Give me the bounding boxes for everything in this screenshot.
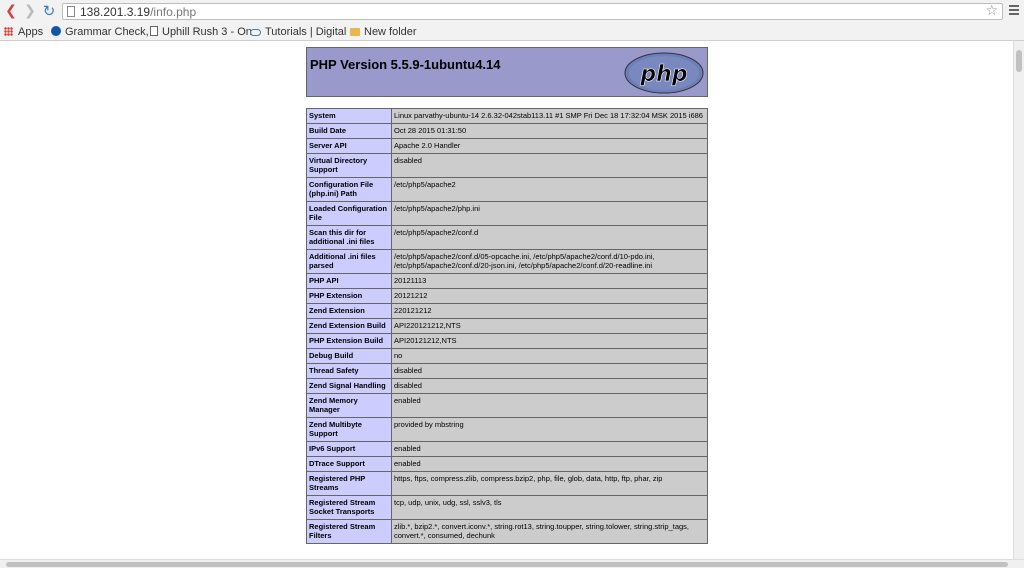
phpinfo-table [306, 108, 708, 544]
table-row [307, 472, 708, 496]
back-arrow-icon[interactable]: ❮ [5, 3, 17, 19]
row-label: Zend Multibyte Support [307, 418, 392, 442]
reload-icon[interactable]: ↻ [42, 2, 56, 20]
row-label: Scan this dir for additional .ini files [307, 226, 392, 250]
row-value: Apache 2.0 Handler [392, 139, 708, 154]
row-label: Zend Memory Manager [307, 394, 392, 418]
bookmark-star-icon[interactable]: ☆ [985, 3, 998, 19]
row-label: Virtual Directory Support [307, 154, 392, 178]
table-row [307, 319, 708, 334]
row-value: /etc/php5/apache2/conf.d/05-opcache.ini, /etc/php5/apache2/conf.d/10-pdo.ini, /etc/php5/apache2/conf.d/20-json.ini, /etc/php5/apache2/conf.d/20-readline.ini [392, 250, 708, 274]
horizontal-scroll-thumb[interactable] [6, 562, 1008, 567]
row-value: https, ftps, compress.zlib, compress.bzip2, php, file, glob, data, http, ftp, phar, zip [392, 472, 708, 496]
row-value: enabled [392, 457, 708, 472]
row-value: tcp, udp, unix, udg, ssl, sslv3, tls [392, 496, 708, 520]
row-value: 220121212 [392, 304, 708, 319]
row-label: Zend Extension Build [307, 319, 392, 334]
table-row [307, 349, 708, 364]
table-row [307, 124, 708, 139]
table-row [307, 226, 708, 250]
address-bar[interactable] [62, 3, 1003, 20]
cloud-icon [250, 29, 261, 36]
bookmarks-bar [0, 24, 1024, 41]
row-label: DTrace Support [307, 457, 392, 472]
table-row [307, 457, 708, 472]
row-value: 20121113 [392, 274, 708, 289]
row-label: PHP Extension [307, 289, 392, 304]
table-row [307, 202, 708, 226]
row-label: PHP API [307, 274, 392, 289]
url-host: 138.201.3.19 [80, 5, 151, 19]
vertical-scroll-thumb[interactable] [1016, 50, 1022, 72]
table-row [307, 520, 708, 544]
row-label: Configuration File (php.ini) Path [307, 178, 392, 202]
row-value: disabled [392, 364, 708, 379]
row-label: Additional .ini files parsed [307, 250, 392, 274]
table-row [307, 496, 708, 520]
table-row [307, 154, 708, 178]
row-value: enabled [392, 442, 708, 457]
phpinfo-header [306, 47, 708, 97]
horizontal-scrollbar[interactable] [0, 559, 1024, 568]
url-text[interactable] [80, 4, 196, 20]
row-value: Oct 28 2015 01:31:50 [392, 124, 708, 139]
bookmark-label: Grammar Check, [65, 26, 149, 38]
row-label: Registered Stream Filters [307, 520, 392, 544]
table-row [307, 139, 708, 154]
bookmark-tutorials[interactable] [250, 25, 347, 39]
row-value: disabled [392, 379, 708, 394]
bookmark-label: Tutorials | Digital [265, 26, 347, 38]
row-value: /etc/php5/apache2/conf.d [392, 226, 708, 250]
row-label: Zend Extension [307, 304, 392, 319]
apps-grid-icon [4, 27, 13, 36]
row-label: Server API [307, 139, 392, 154]
row-value: zlib.*, bzip2.*, convert.iconv.*, string.rot13, string.toupper, string.tolower, string.strip_tags, convert.*, consumed, dechunk [392, 520, 708, 544]
table-row [307, 178, 708, 202]
row-value: /etc/php5/apache2/php.ini [392, 202, 708, 226]
grammar-check-icon [51, 26, 61, 36]
table-row [307, 289, 708, 304]
table-row [307, 364, 708, 379]
row-label: System [307, 109, 392, 124]
row-value: Linux parvathy-ubuntu-14 2.6.32-042stab113.11 #1 SMP Fri Dec 18 17:32:04 MSK 2015 i686 [392, 109, 708, 124]
page-icon [67, 6, 75, 17]
row-value: 20121212 [392, 289, 708, 304]
row-value: API220121212,NTS [392, 319, 708, 334]
row-label: Build Date [307, 124, 392, 139]
row-value: /etc/php5/apache2 [392, 178, 708, 202]
row-label: PHP Extension Build [307, 334, 392, 349]
table-row [307, 250, 708, 274]
table-row [307, 334, 708, 349]
row-label: Registered Stream Socket Transports [307, 496, 392, 520]
row-value: enabled [392, 394, 708, 418]
page-viewport [0, 41, 1013, 559]
url-path: /info.php [150, 5, 197, 19]
row-label: Debug Build [307, 349, 392, 364]
row-value: disabled [392, 154, 708, 178]
php-logo-icon [624, 52, 704, 94]
bookmark-uphill-rush[interactable] [150, 25, 252, 39]
table-row [307, 304, 708, 319]
row-label: Loaded Configuration File [307, 202, 392, 226]
menu-icon[interactable] [1009, 5, 1019, 17]
row-value: provided by mbstring [392, 418, 708, 442]
bookmark-label: New folder [364, 26, 417, 38]
folder-icon [350, 28, 360, 36]
bookmark-new-folder[interactable] [350, 25, 417, 39]
table-row [307, 442, 708, 457]
browser-toolbar [0, 0, 1024, 24]
row-label: Registered PHP Streams [307, 472, 392, 496]
page-title: PHP Version 5.5.9-1ubuntu4.14 [310, 57, 501, 72]
row-value: no [392, 349, 708, 364]
bookmark-apps[interactable] [4, 25, 43, 39]
page-icon [150, 26, 158, 36]
vertical-scrollbar[interactable] [1013, 41, 1024, 559]
row-value: API20121212,NTS [392, 334, 708, 349]
bookmark-label: Apps [18, 26, 44, 38]
bookmark-grammar-check[interactable] [51, 25, 149, 39]
forward-arrow-icon[interactable]: ❯ [24, 3, 36, 19]
table-row [307, 394, 708, 418]
table-row [307, 274, 708, 289]
table-row [307, 418, 708, 442]
table-row [307, 379, 708, 394]
row-label: Zend Signal Handling [307, 379, 392, 394]
row-label: Thread Safety [307, 364, 392, 379]
table-row [307, 109, 708, 124]
bookmark-label: Uphill Rush 3 - On [162, 26, 252, 38]
row-label: IPv6 Support [307, 442, 392, 457]
php-logo-text: php [640, 62, 688, 87]
